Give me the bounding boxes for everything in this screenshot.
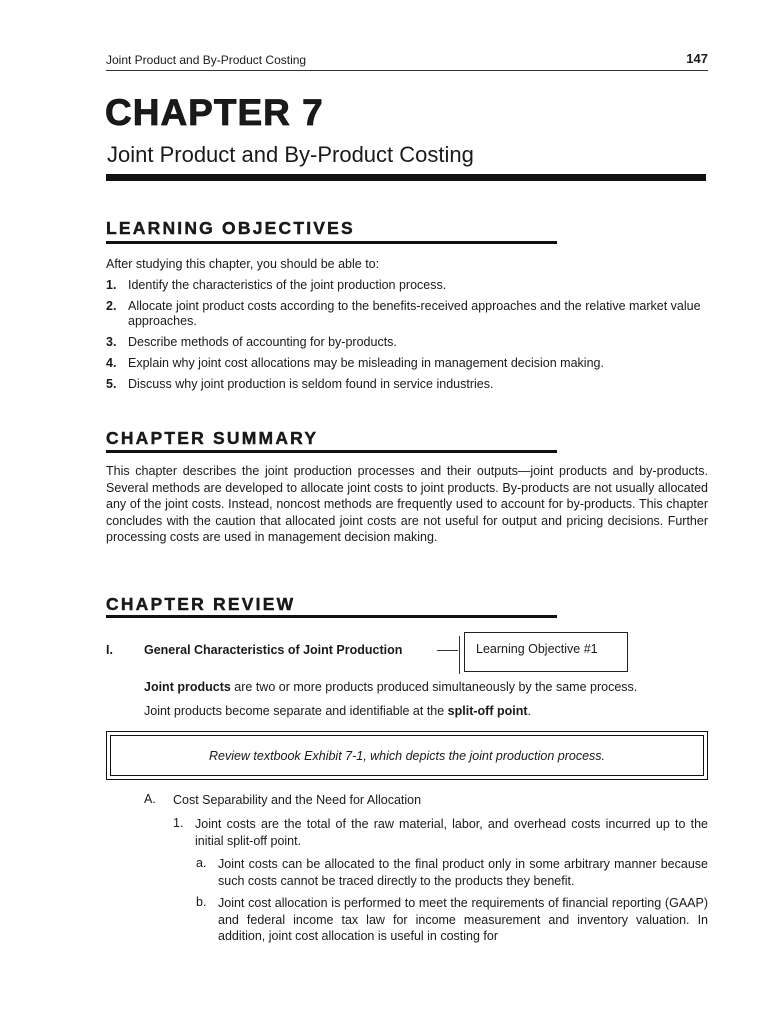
learning-objectives-heading: LEARNING OBJECTIVES — [106, 218, 355, 238]
exhibit-callout-inner — [110, 735, 704, 776]
header-divider — [106, 70, 708, 71]
list-item — [106, 356, 708, 371]
list-text: Allocate joint product costs according to the benefits-received approaches and the relative market value approaches. — [128, 299, 701, 328]
outline-marker-b-sub: b. — [196, 895, 207, 909]
list-number: 4. — [106, 356, 117, 370]
running-header — [106, 51, 708, 69]
outline-marker-a: A. — [144, 792, 156, 806]
chapter-title: Joint Product and By-Product Costing — [107, 142, 474, 167]
section-title: General Characteristics of Joint Production — [144, 643, 403, 657]
learning-objective-box — [464, 632, 628, 672]
term: Joint products — [144, 680, 231, 694]
list-text: Explain why joint cost allocations may be misleading in management decision making. — [128, 356, 604, 370]
learning-objectives-intro: After studying this chapter, you should be able to: — [106, 257, 380, 271]
list-text: Discuss why joint production is seldom found in service industries. — [128, 377, 494, 391]
learning-objective-label: Learning Objective #1 — [476, 642, 598, 656]
chapter-review-heading: CHAPTER REVIEW — [106, 594, 296, 614]
term: split-off point — [447, 704, 528, 718]
section-numeral: I. — [106, 643, 113, 657]
list-number: 5. — [106, 377, 117, 391]
running-header-title: Joint Product and By-Product Costing — [106, 53, 307, 67]
outline-b-sub-text: Joint cost allocation is performed to meet the requirements of financial reporting (GAAP) and federal income tax law for income measurement and inventory valuation. In addition, joint cost allocation is useful in costing for — [218, 896, 708, 943]
exhibit-callout-text: Review textbook Exhibit 7-1, which depicts the joint production process. — [208, 748, 606, 763]
outline-a-text: Cost Separability and the Need for Allocation — [173, 793, 422, 807]
outline-a-sub-text: Joint costs can be allocated to the final product only in some arbitrary manner because such costs cannot be traced directly to the products they benefit. — [218, 857, 708, 888]
list-item — [106, 377, 708, 392]
learning-objectives-list — [106, 278, 708, 398]
list-number: 1. — [106, 278, 117, 292]
outline-marker-1: 1. — [173, 816, 184, 830]
list-item — [106, 299, 708, 329]
chapter-divider — [106, 174, 706, 181]
definition-text: are two or more products produced simultaneously by the same process. — [230, 680, 638, 694]
chapter-label: CHAPTER 7 — [105, 92, 324, 133]
objective-connector-line — [437, 650, 458, 651]
definition-text: Joint products become separate and identifiable at the — [144, 704, 448, 718]
list-number: 2. — [106, 299, 117, 313]
joint-products-definition — [144, 680, 637, 694]
split-off-definition — [144, 704, 531, 718]
chapter-summary-text: This chapter describes the joint production processes and their outputs—joint products and by-products. Several methods are developed to allocate joint costs to joint products. By-products are not usually allocated any of the joint costs. Instead, noncost methods are frequently used to account for by-products. This chapter concludes with the caution that allocated joint costs are not useful for output and pricing decisions. Further processing costs are used in management decision making. — [106, 464, 708, 544]
list-text: Describe methods of accounting for by-products. — [128, 335, 397, 349]
list-number: 3. — [106, 335, 117, 349]
list-text: Identify the characteristics of the joint production process. — [128, 278, 447, 292]
objective-connector-bar — [459, 636, 460, 674]
outline-marker-a-sub: a. — [196, 856, 207, 870]
list-item — [106, 278, 708, 293]
chapter-summary-heading: CHAPTER SUMMARY — [106, 428, 319, 448]
punctuation: . — [527, 704, 531, 718]
outline-1-text: Joint costs are the total of the raw material, labor, and overhead costs incurred up to the initial split-off point. — [195, 817, 708, 848]
chapter-review-divider — [106, 615, 557, 618]
page-number: 147 — [686, 51, 708, 66]
exhibit-callout-box — [106, 731, 708, 780]
chapter-summary-divider — [106, 450, 557, 453]
learning-objectives-divider — [106, 241, 557, 244]
list-item — [106, 335, 708, 350]
